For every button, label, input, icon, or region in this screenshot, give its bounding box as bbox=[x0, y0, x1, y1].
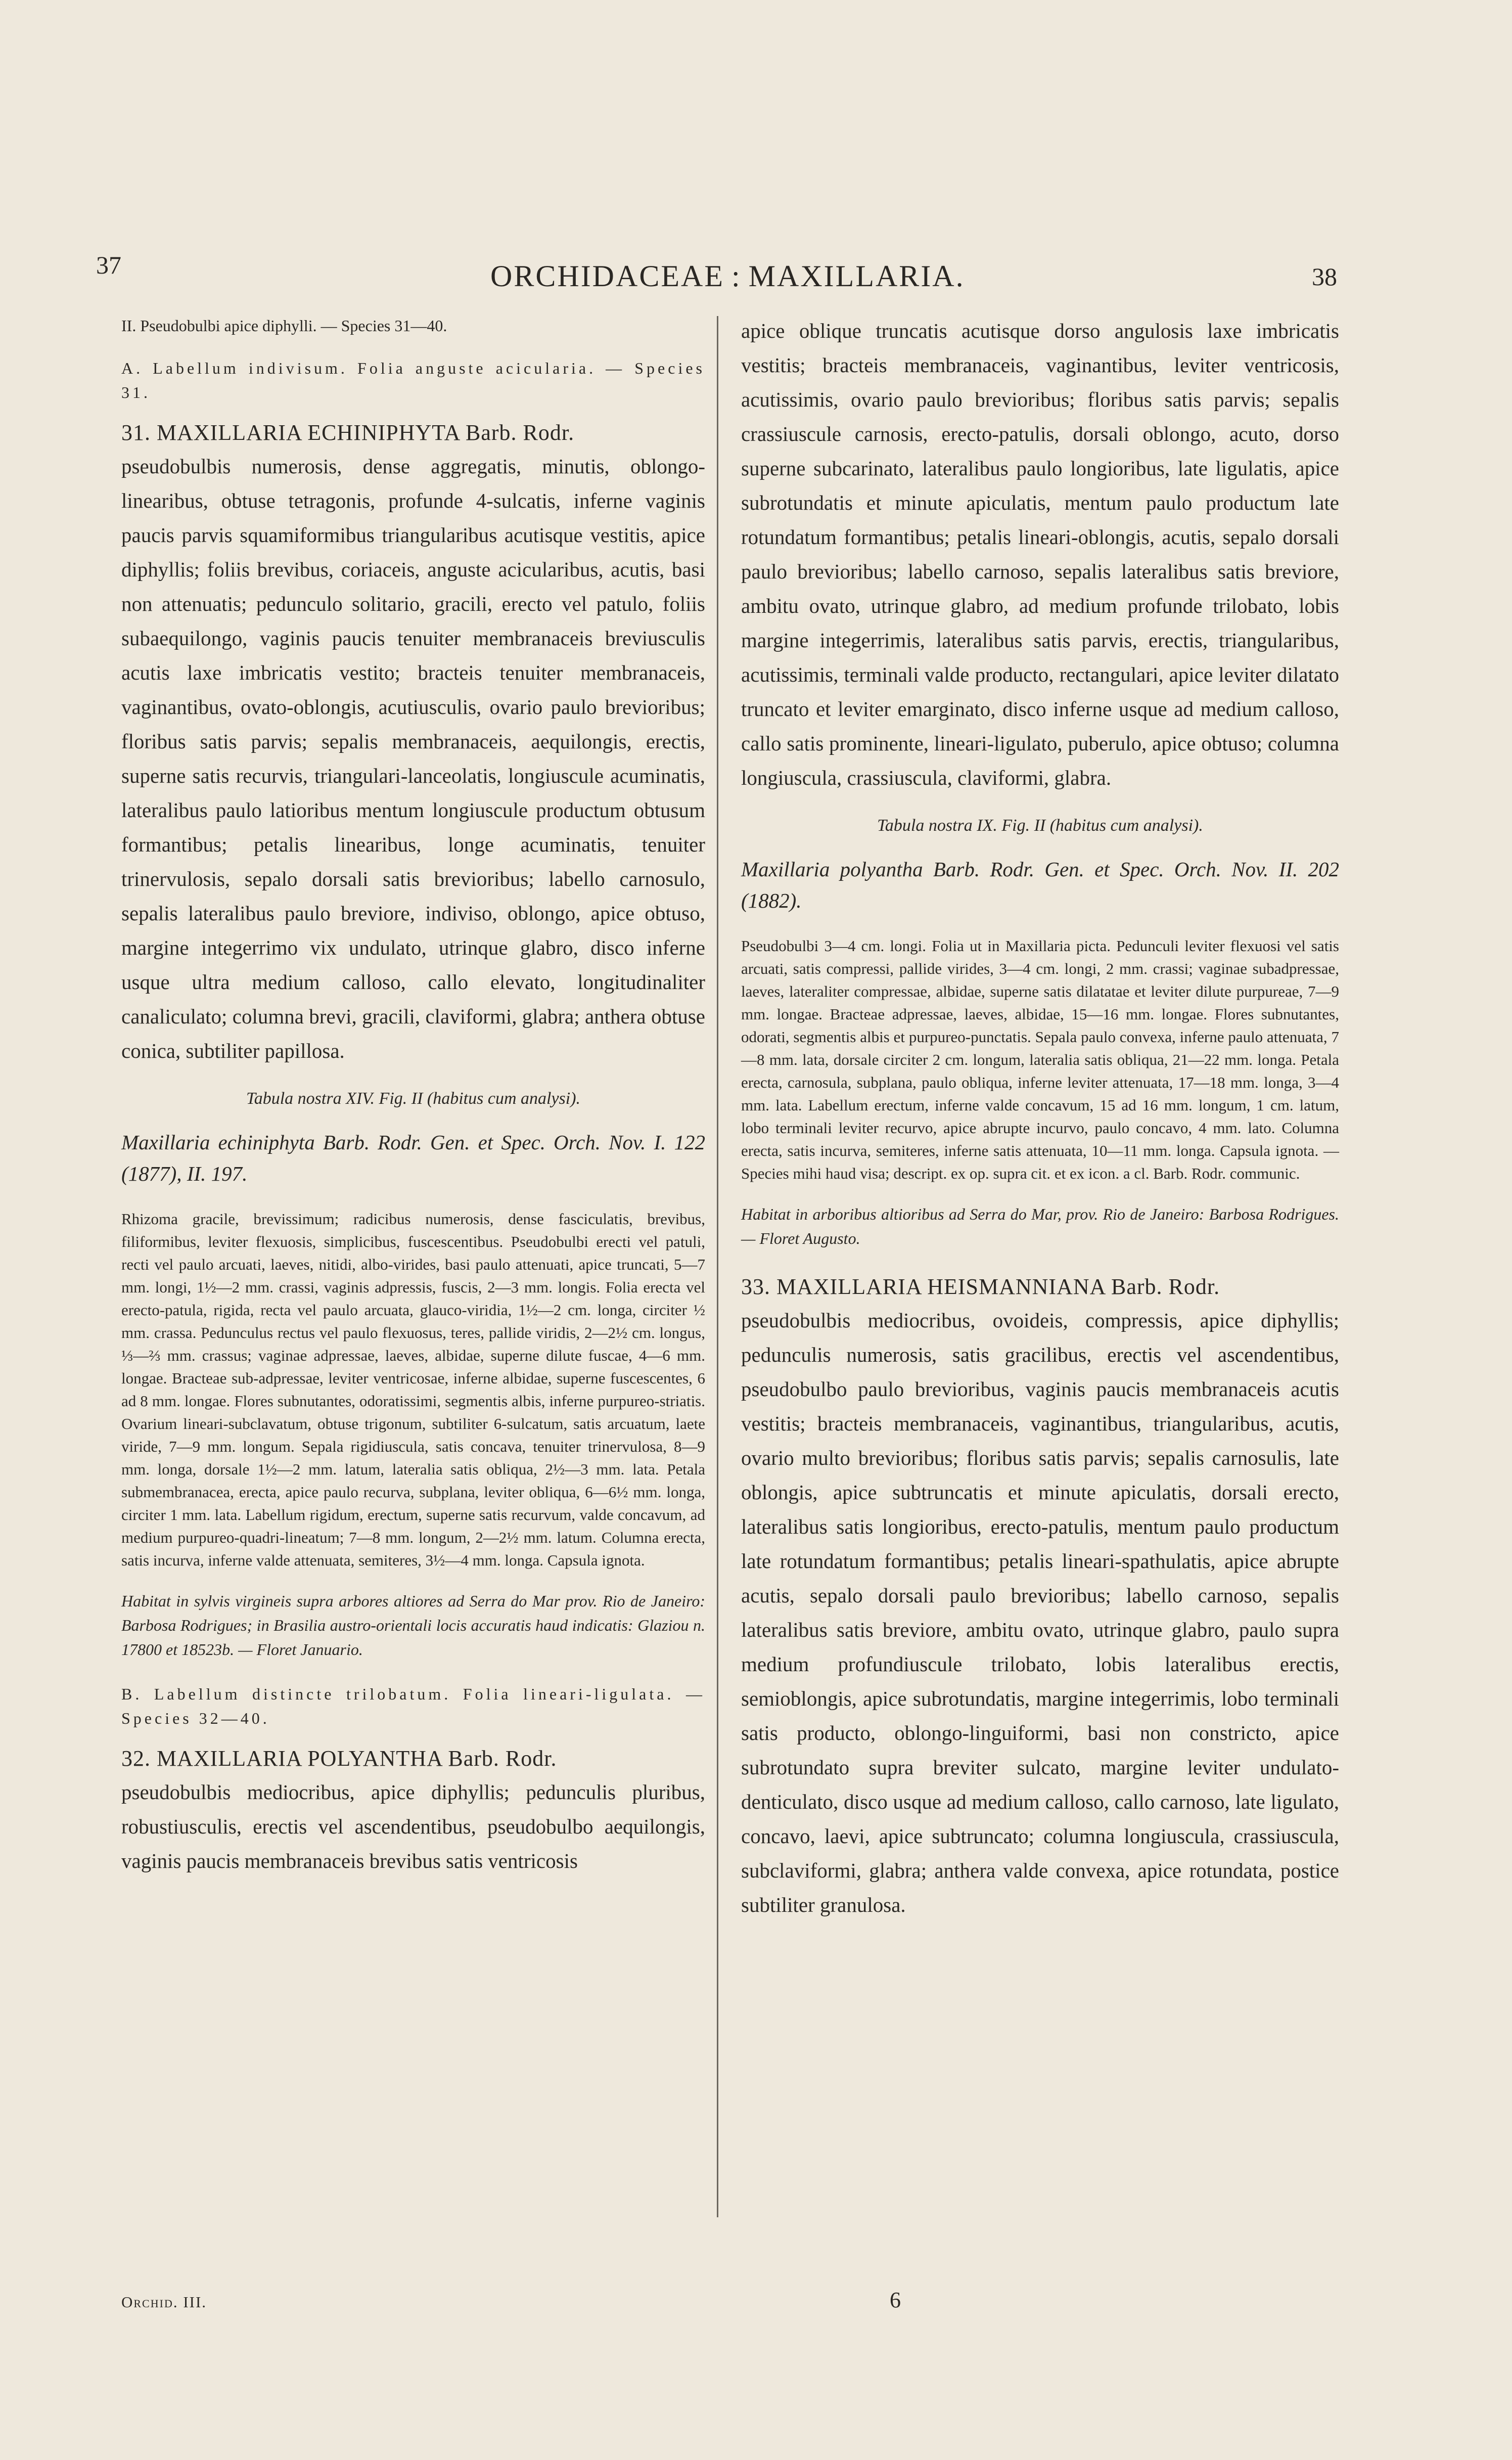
species-32-plate-reference: Tabula nostra IX. Fig. II (habitus cum analysi). bbox=[877, 816, 1203, 835]
right-column bbox=[741, 314, 1339, 1922]
species-31-habitat: Habitat in sylvis virgineis supra arbores altiores ad Serra do Mar prov. Rio de Janeiro: Barbosa Rodrigues; in Brasilia austro-orientali locis accuratis haud indicatis: Glaziou n. 17800 et 18523b. — Floret Januario. bbox=[121, 1591, 705, 1659]
running-head-colon: : bbox=[731, 259, 742, 293]
section-a-heading: A. Labellum indivisum. Folia anguste acicularia. — Species 31. bbox=[121, 359, 705, 401]
species-31-heading: 31. MAXILLARIA ECHINIPHYTA Barb. Rodr. bbox=[121, 420, 575, 445]
species-31-plate-reference: Tabula nostra XIV. Fig. II (habitus cum analysi). bbox=[246, 1089, 581, 1108]
species-31-description: pseudobulbis numerosis, dense aggregatis, minutis, oblongo-linearibus, obtuse tetragonis, profunde 4-sulcatis, inferne vaginis paucis parvis squamiformibus triangularibus acutisque vestitis, apice diphyllis; foliis brevibus, coriaceis, anguste acicularibus, acutis, basi non attenuatis; pedunculo solitario, gracili, erecto vel patulo, foliis subaequilongo, vaginis paucis tenuiter membranaceis breviusculis acutis laxe imbricatis vestito; bracteis tenuiter membranaceis, vaginantibus, ovato-oblongis, acutiusculis, ovario paulo brevioribus; floribus satis parvis; sepalis membranaceis, aequilongis, erectis, superne satis recurvis, triangulari-lanceolatis, longiuscule acuminatis, lateralibus paulo latioribus mentum longiuscule productum obtusum formantibus; petalis linearibus, longe acuminatis, tenuiter trinervulosis, sepalo dorsali satis brevioribus; labello carnosulo, sepalis lateralibus paulo breviore, indiviso, oblongo, apice obtuso, margine integerrimo vix undulato, utrinque glabro, disco inferne usque ultra medium calloso, callo elevato, longitudinaliter canaliculato; columna brevi, gracili, claviformi, glabra; anthera obtuse conica, subtiliter papillosa. bbox=[121, 455, 705, 1062]
species-33-description: pseudobulbis mediocribus, ovoideis, compressis, apice diphyllis; pedunculis numerosis, satis gracilibus, erectis vel ascendentibus, pseudobulbo paulo brevioribus, vaginis paucis membranaceis acutis vestitis; bracteis membranaceis, vaginantibus, triangularibus, acutis, ovario multo brevioribus; floribus satis parvis; sepalis carnosulis, late oblongis, apice subtruncatis et minute apiculatis, dorsali erecto, lateralibus satis longioribus, erecto-patulis, mentum paulo productum late rotundatum formantibus; petalis lineari-spathulatis, apice abrupte acutis, sepalo dorsali paulo brevioribus; labello carnoso, sepalis lateralibus satis breviore, ambitu ovato, utrinque glabro, paulo supra medium profundiuscule trilobato, lobis lateralibus erectis, semioblongis, apice subrotundatis, margine integerrimis, lobo terminali satis producto, oblongo-linguiformi, basi non constricto, apice subrotundato supra breviter sulcato, margine leviter undulato-denticulato, disco usque ad medium calloso, callo carnoso, late ligulato, concavo, laevi, apice subtruncato; columna longiuscula, crassiuscula, subclaviformi, glabra; anthera valde convexa, apice rotundata, postice subtiliter granulosa. bbox=[741, 1308, 1339, 1916]
running-head-left: ORCHIDACEAE bbox=[490, 259, 724, 293]
running-head-right: MAXILLARIA. bbox=[748, 259, 965, 293]
column-divider bbox=[717, 316, 718, 2217]
section-ii-heading: II. Pseudobulbi apice diphylli. — Species 31—40. bbox=[121, 317, 447, 335]
left-column bbox=[121, 314, 705, 1878]
species-32-habitat: Habitat in arboribus altioribus ad Serra do Mar, prov. Rio de Janeiro: Barbosa Rodrigues. — Floret Augusto. bbox=[741, 1204, 1339, 1247]
species-32-heading: 32. MAXILLARIA POLYANTHA Barb. Rodr. bbox=[121, 1746, 557, 1771]
sheet-number: 6 bbox=[890, 2288, 901, 2312]
species-32-detailed-description: Pseudobulbi 3—4 cm. longi. Folia ut in Maxillaria picta. Pedunculi leviter flexuosi vel satis arcuati, satis compressi, pallide virides, 3—4 cm. longi, 2 mm. crassi; vaginae subadpressae, laeves, lateraliter compressae, albidae, superne satis dilatatae et leviter dilute purpureae, 7—9 mm. longae. Bracteae adpressae, laeves, albidae, 15—16 mm. longae. Flores subnutantes, odorati, segmentis albis et purpureo-punctatis. Sepala paulo convexa, inferne paulo attenuata, 7—8 mm. lata, dorsale circiter 2 cm. longum, lateralia satis obliqua, 21—22 mm. longa. Petala erecta, carnosula, subplana, paulo obliqua, inferne leviter attenuata, 17—18 mm. longa, 3—4 mm. lata. Labellum erectum, inferne valde concavum, 15 ad 16 mm. longum, 1 cm. latum, lobo terminali leviter recurvo, apice abrupte incurvo, paulo concavo, 4 mm. lato. Columna erecta, satis incurva, semiteres, inferne satis attenuata, 10—11 mm. longa. Capsula ignota. — Species mihi haud visa; descript. ex op. supra cit. et ex icon. a cl. Barb. Rodr. communic. bbox=[741, 936, 1339, 1182]
page-number-right: 38 bbox=[1312, 262, 1337, 291]
species-32-citation: Maxillaria polyantha Barb. Rodr. Gen. et Spec. Orch. Nov. II. 202 (1882). bbox=[741, 857, 1339, 912]
page-number-left: 37 bbox=[96, 251, 121, 279]
species-32-description-start: pseudobulbis mediocribus, apice diphyllis; pedunculis pluribus, robustiusculis, erectis vel ascendentibus, pseudobulbo aequilongis, vaginis paucis membranaceis brevibus satis ventricosis bbox=[121, 1780, 705, 1872]
species-31-detailed-description: Rhizoma gracile, brevissimum; radicibus numerosis, dense fasciculatis, brevibus, filiformibus, leviter flexuosis, simplicibus, fuscescentibus. Pseudobulbi erecti vel patuli, recti vel paulo arcuati, laeves, nitidi, albo-virides, basi paulo attenuati, apice truncati, 5—7 mm. longi, 1½—2 mm. crassi, vaginis adpressis, fuscis, 2—3 mm. longis. Folia erecta vel erecto-patula, rigida, recta vel paulo arcuata, glauco-viridia, 1½—2 cm. longa, circiter ½ mm. crassa. Pedunculus rectus vel paulo flexuosus, teres, pallide viridis, 2—2½ cm. longus, ⅓—⅔ mm. crassus; vaginae adpressae, laeves, albidae, superne dilute fuscae, 4—6 mm. longae. Bracteae sub-adpressae, leviter ventricosae, inferne albidae, superne fuscescentes, 6 ad 8 mm. longae. Flores subnutantes, odoratissimi, segmentis albis, inferne purpureo-striatis. Ovarium lineari-subclavatum, obtuse trigonum, subtiliter 6-sulcatum, satis arcuatum, laete viride, 7—9 mm. longum. Sepala rigidiuscula, satis concava, tenuiter trinervulosa, 8—9 mm. longa, dorsale 1½—2 mm. latum, lateralia satis obliqua, 2½—3 mm. lata. Petala submembranacea, erecta, apice paulo recurva, subplana, leviter obliqua, 6—6½ mm. longa, circiter 1 mm. lata. Labellum rigidum, erectum, superne satis recurvum, valde concavum, ad medium purpureo-quadri-lineatum; 7—8 mm. longum, 2—2½ mm. latum. Columna erecta, satis incurva, inferne valde attenuata, semiteres, 3½—4 mm. longa. Capsula ignota. bbox=[121, 1210, 705, 1569]
running-head bbox=[490, 259, 1340, 294]
species-32-description-continued: apice oblique truncatis acutisque dorso angulosis laxe imbricatis vestitis; bracteis membranaceis, vaginantibus, leviter ventricosis, acutissimis, ovario paulo brevioribus; floribus satis parvis; sepalis crassiuscule carnosis, erecto-patulis, dorsali oblongo, acuto, dorso superne subcarinato, lateralibus paulo longioribus, late ligulatis, apice subrotundatis et minute apiculatis, mentum paulo productum late rotundatum formantibus; petalis lineari-oblongis, acutis, sepalo dorsali paulo brevioribus; labello carnoso, sepalis lateralibus satis breviore, ambitu ovato, utrinque glabro, ad medium profunde trilobato, lobis margine integerrimis, lateralibus satis parvis, erectis, triangularibus, acutissimis, terminali valde producto, rectangulari, apice leviter dilatato truncato et leviter emarginato, disco inferne usque ad medium calloso, callo satis prominente, lineari-ligulato, puberulo, apice obtuso; columna longiuscula, crassiuscula, claviformi, glabra. bbox=[741, 319, 1339, 789]
section-b-heading: B. Labellum distincte trilobatum. Folia lineari-ligulata. — Species 32—40. bbox=[121, 1684, 705, 1727]
footer-signature: Orchid. III. bbox=[121, 2293, 207, 2311]
species-33-heading: 33. MAXILLARIA HEISMANNIANA Barb. Rodr. bbox=[741, 1274, 1220, 1299]
species-31-citation: Maxillaria echiniphyta Barb. Rodr. Gen. et Spec. Orch. Nov. I. 122 (1877), II. 197. bbox=[121, 1130, 705, 1185]
